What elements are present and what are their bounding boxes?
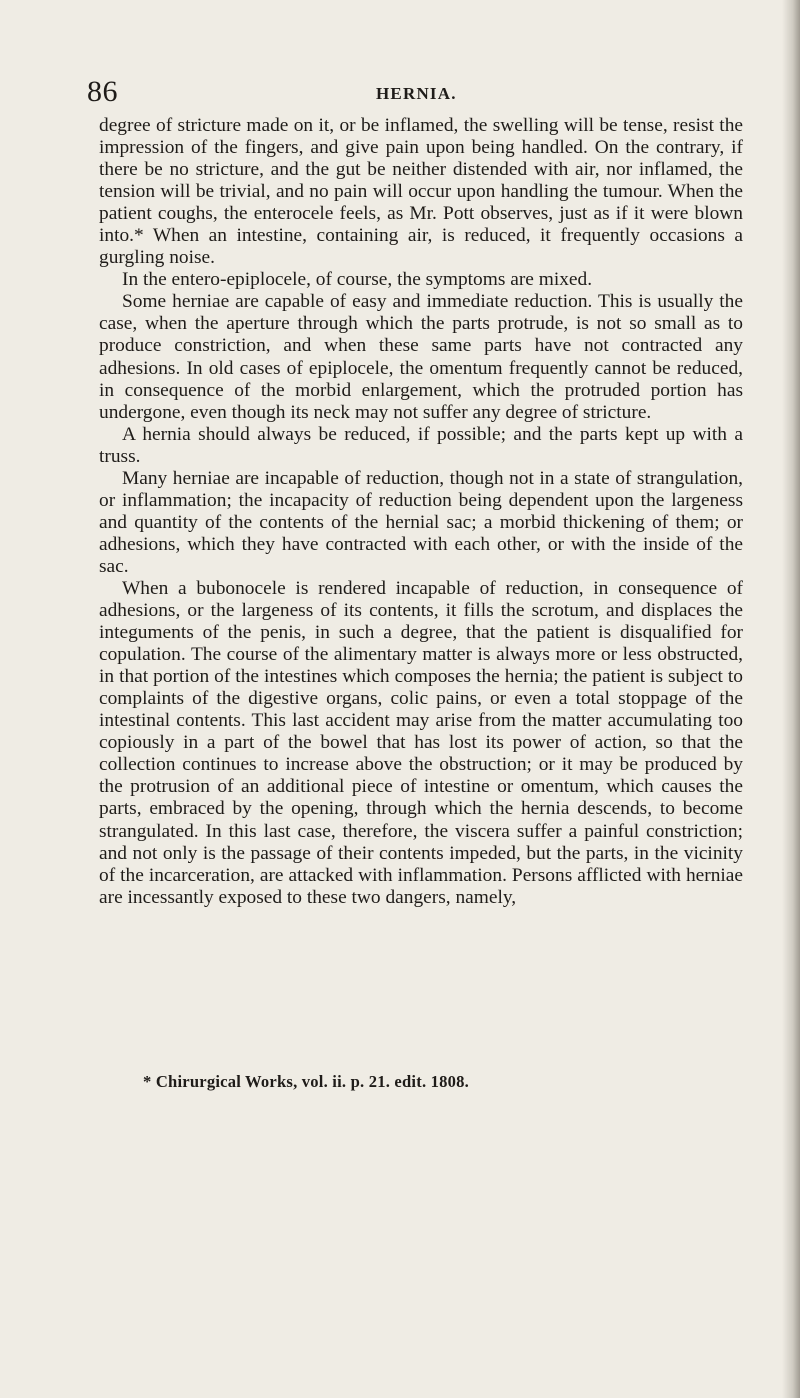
page-number: 86 [87, 75, 118, 108]
running-head: HERNIA. [376, 84, 457, 103]
footnote: * Chirurgical Works, vol. ii. p. 21. edit. 1808. [143, 1072, 469, 1091]
paragraph: Some herniae are capable of easy and immediate reduction. This is usually the case, when the aperture through which the parts protrude, is not so small as to produce constriction, and when these same parts have not contracted any adhesions. In old cases of epiplocele, the omentum frequently cannot be reduced, in consequence of the morbid enlargement, which the protruded portion has undergone, even though its neck may not suffer any degree of stricture. [99, 291, 743, 423]
paragraph: When a bubonocele is rendered incapable of reduction, in consequence of adhesions, or the largeness of its contents, it fills the scrotum, and displaces the integuments of the penis, in such a degree, that the patient is disqualified for copulation. The course of the alimentary matter is always more or less obstructed, in that portion of the intestines which composes the hernia; the patient is subject to complaints of the digestive organs, colic pains, or even a total stoppage of the intestinal contents. This last accident may arise from the matter accumulating too copiously in a part of the bowel that has lost its power of action, so that the collection continues to increase above the obstruction; or it may be produced by the protrusion of an additional piece of intestine or omentum, which causes the parts, embraced by the opening, through which the hernia descends, to become strangulated. In this last case, therefore, the viscera suffer a painful constriction; and not only is the passage of their contents impeded, but the parts, in the vicinity of the incarceration, are attacked with inflammation. Persons afflicted with herniae are incessantly exposed to these two dangers, namely, [99, 577, 743, 908]
page-header [87, 75, 737, 115]
page-edge-shadow [782, 0, 800, 1398]
body-text [99, 115, 743, 909]
paragraph: Many herniae are incapable of reduction, though not in a state of strangulation, or inflammation; the incapacity of reduction being dependent upon the largeness and quantity of the contents of the hernial sac; a morbid thickening of them; or adhesions, which they have contracted with each other, or with the inside of the sac. [99, 467, 743, 577]
paragraph: A hernia should always be reduced, if possible; and the parts kept up with a truss. [99, 423, 743, 467]
paragraph: In the entero-epiplocele, of course, the symptoms are mixed. [122, 269, 593, 291]
paragraph: degree of stricture made on it, or be inflamed, the swelling will be tense, resist the impression of the fingers, and give pain upon being handled. On the contrary, if there be no stricture, and the gut be neither distended with air, nor inflamed, the tension will be trivial, and no pain will occur upon handling the tumour. When the patient coughs, the enterocele feels, as Mr. Pott observes, just as if it were blown into.* When an intestine, containing air, is reduced, it frequently occasions a gurgling noise. [99, 115, 743, 269]
